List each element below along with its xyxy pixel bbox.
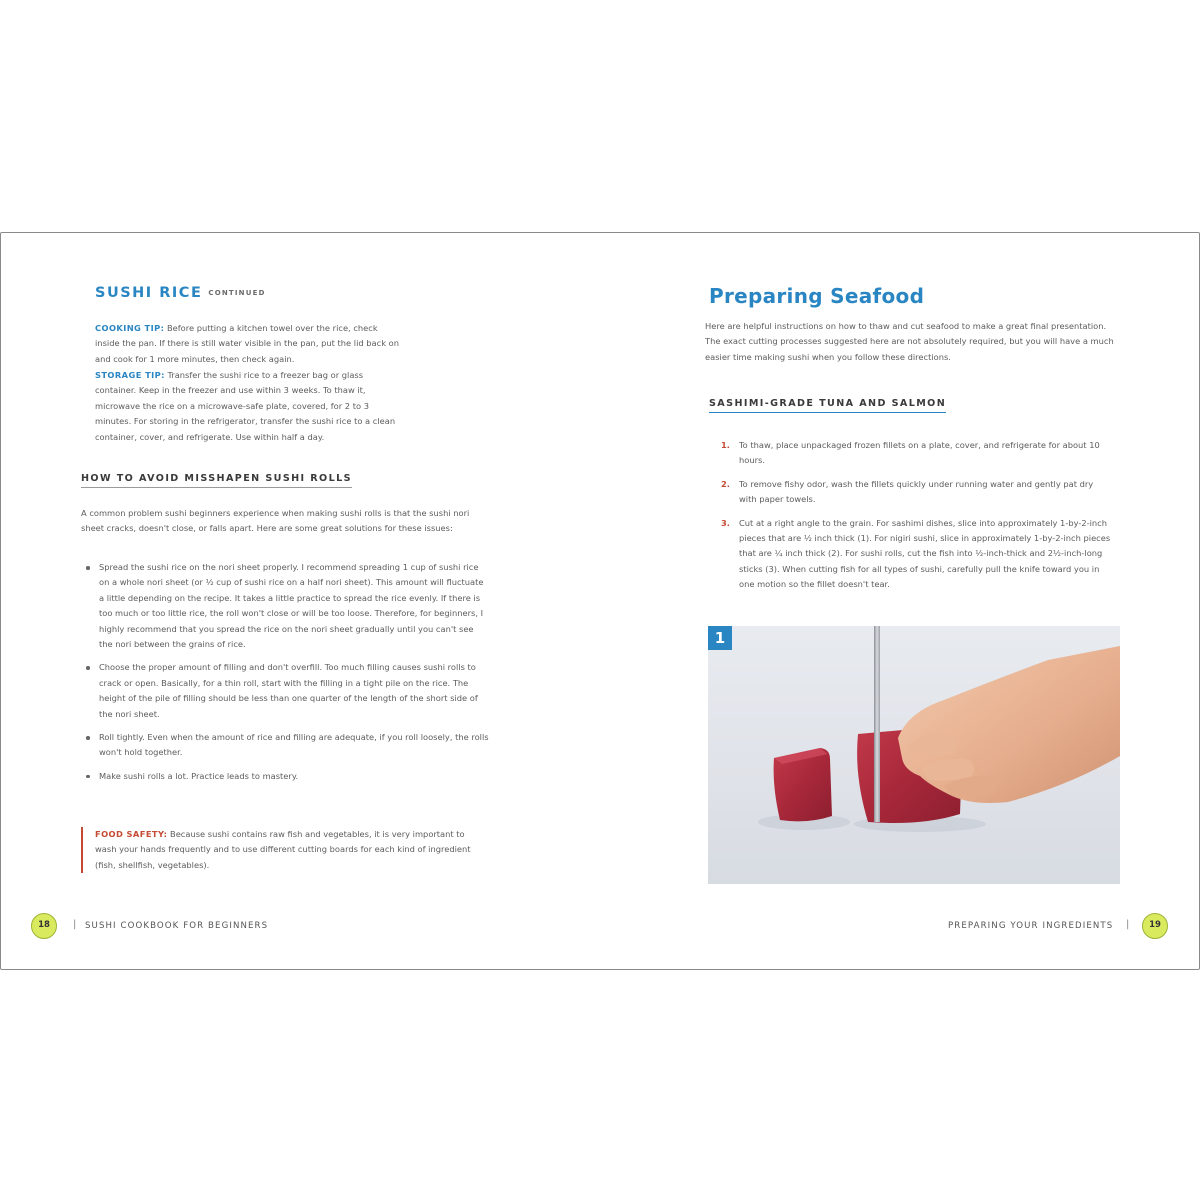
subheading-tuna-salmon: SASHIMI-GRADE TUNA AND SALMON	[709, 398, 946, 413]
step-number: 2.	[721, 478, 730, 489]
list-item	[721, 438, 1111, 469]
intro-paragraph: Here are helpful instructions on how to thaw and cut seafood to make a great final presentation. The exact cutting processes suggested here are not absolutely required, but you will have a much easier time making sushi when you follow these directions.	[705, 321, 1114, 362]
footer-divider: |	[1126, 919, 1130, 930]
list-item	[721, 516, 1111, 593]
section-title	[95, 285, 266, 301]
list-item: Choose the proper amount of filling and don't overfill. Too much filling causes sushi rolls to crack or open. Basically, for a thin roll, start with the filling in a tight pile on the rice. The height of the pile of filling should be less than one quarter of the length of the short side of the nori sheet.	[99, 660, 489, 722]
cooking-tip-text: Before putting a kitchen towel over the rice, check inside the pan. If there is still water visible in the pan, put the lid back on and cook for 1 more minutes, then check again.	[95, 323, 399, 364]
step-text: Cut at a right angle to the grain. For sashimi dishes, slice into approximately 1-by-2-inch pieces that are ½ inch thick (1). For nigiri sushi, slice in approximately 1-by-2-inch pieces that are ¼ inch thick (2). For sushi rolls, cut the fish into ½-inch-thick and 2½-inch-long sticks (3). When cutting fish for all types of sushi, carefully pull the knife toward you in one motion so the fillet doesn't tear.	[739, 517, 1111, 590]
food-safety-label: FOOD SAFETY:	[95, 829, 168, 839]
list-item: Spread the sushi rice on the nori sheet properly. I recommend spreading 1 cup of sushi rice on a whole nori sheet (or ½ cup of sushi rice on a half nori sheet). This amount will fluctuate a little depending on the recipe. It takes a little practice to spread the rice evenly. If there is too much or too little rice, the roll won't close or will be too loose. Therefore, for beginners, I highly recommend that you spread the rice on the nori sheet gradually until you can't see the nori between the grains of rice.	[99, 560, 489, 652]
list-item: Make sushi rolls a lot. Practice leads to mastery.	[99, 769, 489, 784]
page-title: Preparing Seafood	[709, 284, 925, 308]
right-footer	[600, 913, 1199, 941]
photo-number-badge: 1	[708, 626, 732, 650]
step-number: 1.	[721, 440, 730, 450]
storage-tip-label: STORAGE TIP:	[95, 370, 165, 380]
footer-book-title: SUSHI COOKBOOK FOR BEGINNERS	[85, 921, 269, 931]
left-page	[1, 233, 600, 969]
tuna-cutting-illustration	[708, 626, 1120, 884]
page-number-badge: 18	[31, 913, 57, 939]
section-title-suffix: CONTINUED	[208, 289, 266, 297]
section-title-text: SUSHI RICE	[95, 285, 203, 301]
tuna-cutting-photo	[708, 626, 1120, 884]
footer-chapter-title: PREPARING YOUR INGREDIENTS	[948, 921, 1114, 931]
step-text: To thaw, place unpackaged frozen fillets on a plate, cover, and refrigerate for about 10 hours.	[739, 440, 1100, 466]
food-safety-text: Because sushi contains raw fish and vegetables, it is very important to wash your hands frequently and to use different cutting boards for each kind of ingredient (fish, shellfish, vegetables).	[95, 829, 471, 870]
left-footer	[1, 913, 600, 941]
intro-paragraph: A common problem sushi beginners experience when making sushi rolls is that the sushi nori sheet cracks, doesn't close, or falls apart. Here are some great solutions for these issues:	[81, 508, 470, 534]
tips-list	[81, 560, 489, 792]
storage-tip-text: Transfer the sushi rice to a freezer bag or glass container. Keep in the freezer and use within 3 weeks. To thaw it, microwave the rice on a microwave-safe plate, covered, for 2 to 3 minutes. For storing in the refrigerator, transfer the sushi rice to a clean container, cover, and refrigerate. Use within half a day.	[95, 370, 396, 442]
storage-tip	[95, 368, 400, 445]
step-text: To remove fishy odor, wash the fillets quickly under running water and gently pat dry with paper towels.	[739, 478, 1094, 505]
footer-divider: |	[73, 919, 77, 930]
cooking-tip-label: COOKING TIP:	[95, 323, 165, 333]
subheading-misshapen-rolls: HOW TO AVOID MISSHAPEN SUSHI ROLLS	[81, 473, 352, 488]
cooking-tip	[95, 321, 400, 367]
food-safety-note	[81, 827, 485, 873]
list-item: Roll tightly. Even when the amount of rice and filling are adequate, if you roll loosely, the rolls won't hold together.	[99, 730, 489, 761]
page-number-badge: 19	[1142, 913, 1168, 939]
steps-list	[721, 438, 1111, 601]
step-number: 3.	[721, 517, 730, 528]
list-item	[721, 477, 1111, 508]
